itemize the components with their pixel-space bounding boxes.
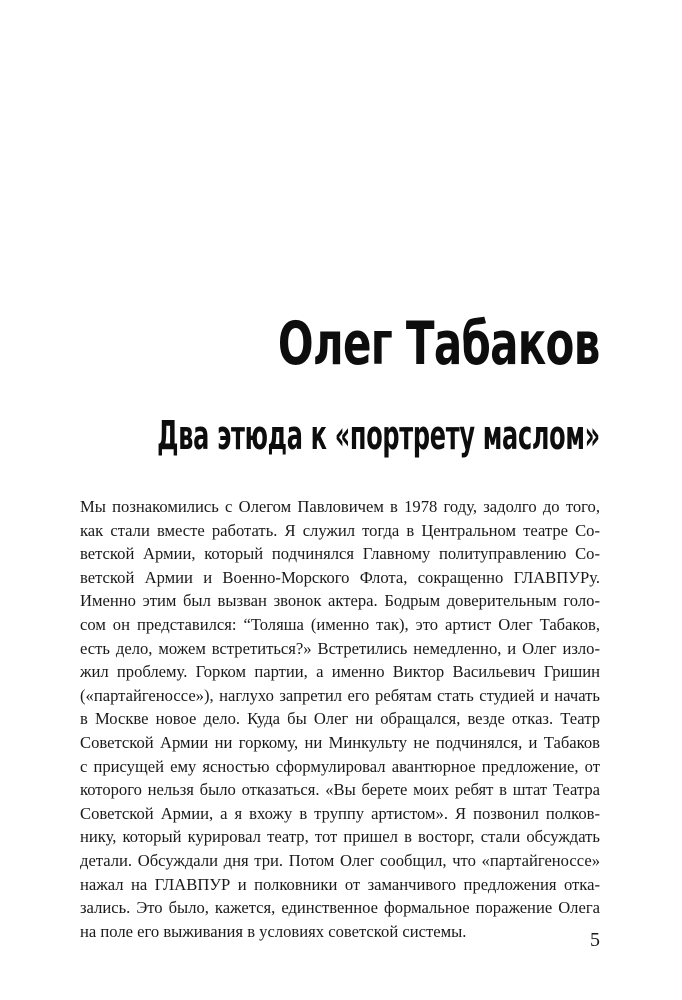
text-line: ветской Армии и Военно-Морского Флота, сокращенно ГЛАВПУРу. (80, 567, 600, 587)
text-line: нику, который курировал театр, тот пришел в восторг, стали обсуждать (80, 827, 600, 847)
text-line: жил проблему. Горком партии, а именно Виктор Васильевич Гришин (80, 662, 600, 682)
body-paragraph (80, 495, 600, 943)
text-line: нажал на ГЛАВПУР и полковники от заманчивого предложения отка- (80, 874, 600, 894)
text-line: («партайгеноссе»), наглухо запретил его ребятам стать студией и начать (80, 685, 600, 705)
text-line: Советской Армии, а я вхожу в труппу артистом». Я позвонил полков- (80, 803, 600, 823)
text-line: Советской Армии ни горкому, ни Минкульту не подчинялся, и Табаков (80, 732, 600, 752)
text-line: на поле его выживания в условиях советской системы. (80, 921, 467, 941)
text-line: которого нельзя было отказаться. «Вы берете моих ребят в штат Театра (80, 780, 600, 800)
text-line: детали. Обсуждали дня три. Потом Олег сообщил, что «партайгеноссе» (80, 850, 600, 870)
chapter-subtitle: Два этюда к «портрету маслом» (157, 413, 600, 459)
text-line: есть дело, можем встретиться?» Встретились немедленно, и Олег изло- (80, 638, 600, 658)
text-line: ветской Армии, который подчинялся Главному политуправлению Со- (80, 544, 600, 564)
text-line: Мы познакомились с Олегом Павловичем в 1978 году, задолго до того, (80, 497, 600, 516)
page-number: 5 (590, 929, 600, 951)
text-line: как стали вместе работать. Я служил тогда в Центральном театре Со- (80, 520, 600, 540)
chapter-title: Олег Табаков (278, 309, 600, 379)
text-line: Именно этим был вызван звонок актера. Бодрым доверительным голо- (80, 591, 600, 611)
text-line: зались. Это было, кажется, единственное формальное поражение Олега (80, 898, 600, 918)
text-line: с присущей ему ясностью сформулировал авантюрное предложение, от (80, 756, 600, 776)
text-line: сом он представился: “Толяша (именно так), это артист Олег Табаков, (80, 614, 600, 634)
text-line: в Москве новое дело. Куда бы Олег ни обращался, везде отказ. Театр (80, 709, 600, 729)
